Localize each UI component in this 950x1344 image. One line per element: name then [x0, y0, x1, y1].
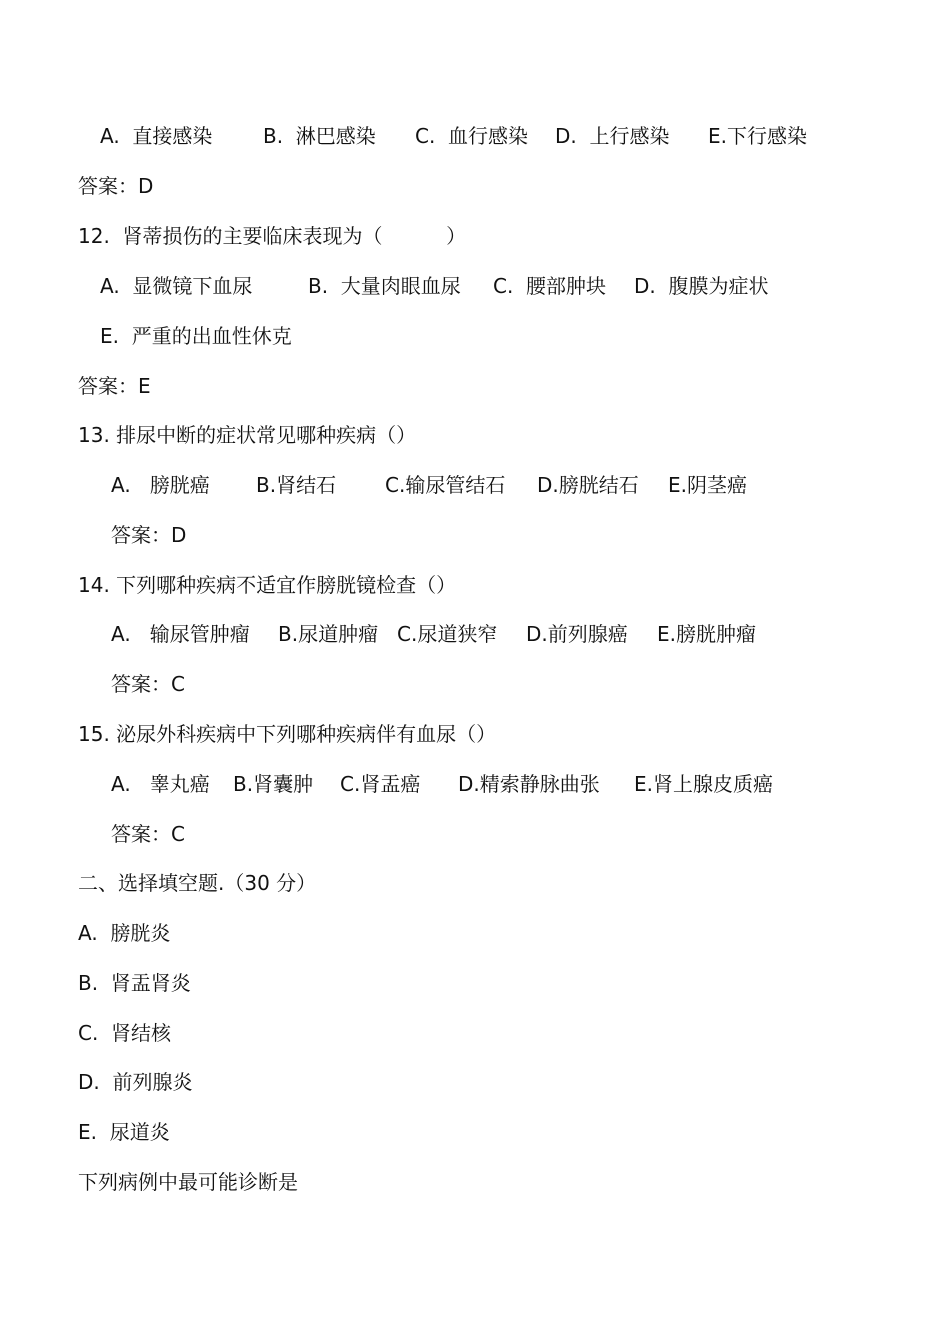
section2-prompt: 下列病例中最可能诊断是: [78, 1170, 298, 1194]
q15-option-b: B.肾囊肿: [233, 772, 314, 796]
q14-option-c: C.尿道狭窄: [397, 622, 498, 646]
q15-answer: 答案：C: [111, 822, 185, 846]
section2-option-a: A. 膀胱炎: [78, 921, 171, 945]
q11-answer: 答案：D: [78, 174, 154, 198]
q11-option-c: C. 血行感染: [415, 124, 529, 148]
q14-option-d: D.前列腺癌: [526, 622, 628, 646]
q12-option-c: C. 腰部肿块: [493, 274, 607, 298]
section2-heading: 二、选择填空题.（30 分）: [78, 871, 317, 895]
q12-option-e: E. 严重的出血性休克: [100, 324, 292, 348]
q12-answer: 答案：E: [78, 374, 151, 398]
q13-question: 13. 排尿中断的症状常见哪种疾病（）: [78, 423, 417, 447]
q11-options: [100, 123, 807, 149]
q12-option-a: A. 显微镜下血尿: [100, 274, 253, 298]
q12-options: [100, 273, 768, 299]
q11-option-a: A. 直接感染: [100, 124, 213, 148]
q14-option-e: E.膀胱肿瘤: [657, 622, 756, 646]
q15-option-a: A. 睾丸癌: [111, 772, 210, 796]
section2-option-b: B. 肾盂肾炎: [78, 971, 191, 995]
q11-option-b: B. 淋巴感染: [263, 124, 376, 148]
q15-question: 15. 泌尿外科疾病中下列哪种疾病伴有血尿（）: [78, 722, 497, 746]
q15-option-d: D.精索静脉曲张: [458, 772, 600, 796]
q14-answer: 答案：C: [111, 672, 185, 696]
q15-options: [111, 771, 773, 797]
section2-option-e: E. 尿道炎: [78, 1120, 170, 1144]
q14-option-a: A. 输尿管肿瘤: [111, 622, 250, 646]
q13-answer: 答案：D: [111, 523, 187, 547]
q12-option-b: B. 大量肉眼血尿: [308, 274, 461, 298]
q13-option-d: D.膀胱结石: [537, 473, 639, 497]
q14-option-b: B.尿道肿瘤: [278, 622, 379, 646]
q15-option-e: E.肾上腺皮质癌: [634, 772, 773, 796]
q14-question: 14. 下列哪种疾病不适宜作膀胱镜检查（）: [78, 573, 457, 597]
q13-option-b: B.肾结石: [256, 473, 337, 497]
q13-option-e: E.阴茎癌: [668, 473, 747, 497]
q11-option-e: E.下行感染: [708, 124, 807, 148]
q12-option-d: D. 腹膜为症状: [634, 274, 769, 298]
section2-option-d: D. 前列腺炎: [78, 1070, 193, 1094]
q11-option-d: D. 上行感染: [555, 124, 670, 148]
section2-option-c: C. 肾结核: [78, 1021, 172, 1045]
q13-options: [111, 472, 747, 498]
q15-option-c: C.肾盂癌: [340, 772, 421, 796]
q14-options: [111, 621, 756, 647]
q13-option-c: C.输尿管结石: [385, 473, 506, 497]
q13-option-a: A. 膀胱癌: [111, 473, 210, 497]
q12-question: 12. 肾蒂损伤的主要临床表现为（ ）: [78, 224, 467, 248]
